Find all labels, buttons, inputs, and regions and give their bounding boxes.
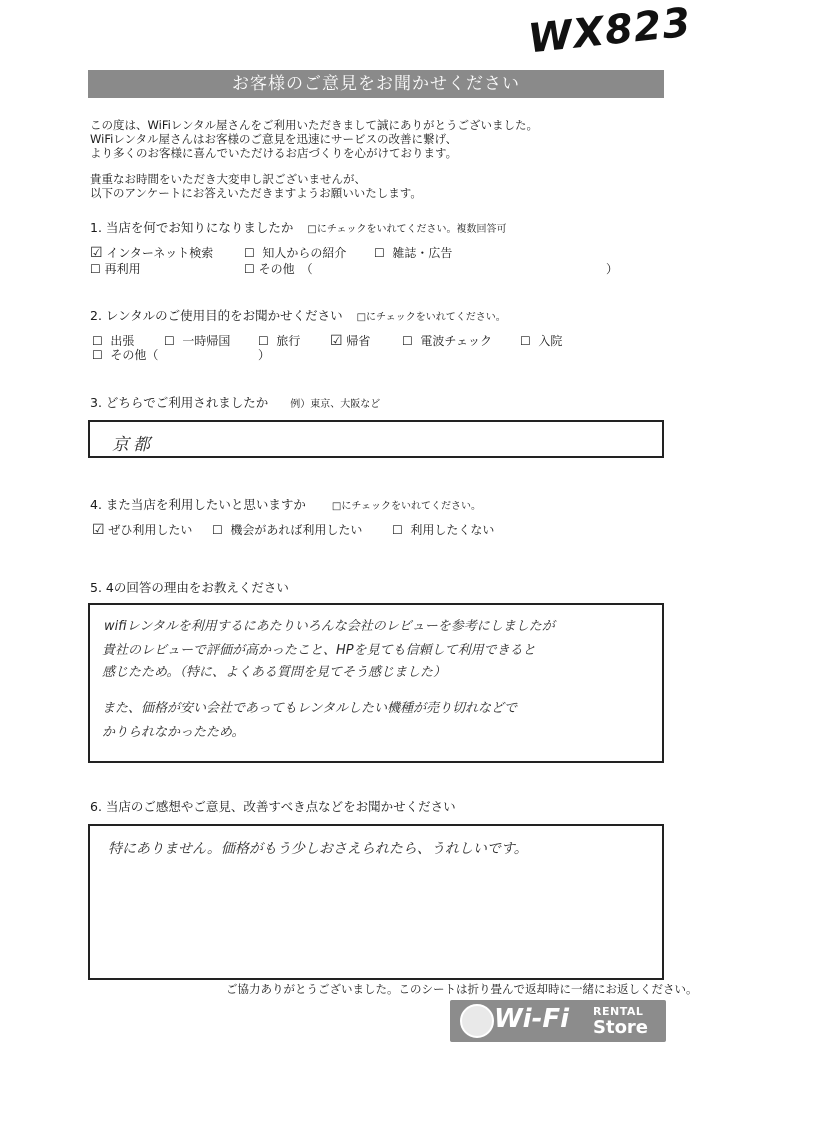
checkbox-icon: ☐ (244, 246, 255, 260)
intro-line-1: この度は、WiFiレンタル屋さんをご利用いただきまして誠にありがとうございました。 (90, 118, 539, 132)
question-5-label: 5. 4の回答の理由をお教えください (90, 580, 289, 595)
question-2-note: □にチェックをいれてください。 (356, 312, 506, 323)
q2-other-close-paren: ） (258, 348, 271, 362)
question-1 (90, 218, 507, 236)
intro-line-2: WiFiレンタル屋さんはお客様のご意見を迅速にサービスの改善に繋げ、 (90, 132, 458, 146)
intro-line-5: 以下のアンケートにお答えいただきますようお願いいたします。 (90, 186, 422, 200)
checkmark-icon: ☑ (330, 333, 343, 349)
checkbox-icon: ☐ (374, 246, 385, 260)
question-1-label: 1. 当店を何でお知りになりましたか (90, 220, 294, 235)
checkbox-icon: ☐ (520, 334, 531, 348)
wifi-rental-store-logo (450, 1000, 666, 1042)
mascot-icon (460, 1004, 494, 1038)
q1-option-referral[interactable]: ☐ 知人からの紹介 (244, 246, 347, 260)
checkbox-icon: ☐ (402, 334, 413, 348)
q4-option-definitely[interactable]: ☑ ぜひ利用したい (92, 522, 193, 538)
q2-option-other[interactable]: ☐ その他（ (92, 348, 159, 362)
question-4-label: 4. また当店を利用したいと思いますか (90, 497, 306, 512)
checkbox-icon: ☐ (212, 523, 223, 537)
q5-answer-line-4: また、価格が安い会社であってもレンタルしたい機種が売り切れなどで (102, 701, 518, 716)
checkbox-icon: ☐ (164, 334, 175, 348)
q4-option-not-again[interactable]: ☐ 利用したくない (392, 523, 495, 537)
question-5 (90, 578, 289, 596)
checkbox-icon: ☐ (92, 348, 103, 362)
intro-line-3: より多くのお客様に喜んでいただけるお店づくりを心がけております。 (90, 146, 458, 160)
q1-option-reuse[interactable]: ☐ 再利用 (90, 262, 141, 276)
q6-answer-text: 特にありません。価格がもう少しおさえられたら、うれしいです。 (108, 841, 528, 857)
q2-option-hospital[interactable]: ☐ 入院 (520, 334, 563, 348)
checkmark-icon: ☑ (90, 245, 103, 261)
survey-title: お客様のご意見をお聞かせください (88, 70, 664, 98)
q1-option-other[interactable]: ☐ その他 （ (244, 262, 313, 276)
q4-option-if-opportunity[interactable]: ☐ 機会があれば利用したい (212, 523, 363, 537)
q2-option-signal-check[interactable]: ☐ 電波チェック (402, 334, 493, 348)
checkbox-icon: ☐ (392, 523, 403, 537)
logo-store-text: Store (593, 1017, 649, 1038)
q3-answer-field[interactable] (88, 420, 664, 458)
q2-option-business-trip[interactable]: ☐ 出張 (92, 334, 135, 348)
checkbox-icon: ☐ (244, 262, 255, 276)
question-3 (90, 393, 380, 411)
q5-answer-line-5: かりられなかったため。 (102, 725, 245, 740)
q6-answer-field[interactable] (88, 824, 664, 980)
intro-line-4: 貴重なお時間をいただき大変申し訳ございませんが、 (90, 172, 366, 186)
q2-option-homecoming[interactable]: ☑ 帰省 (330, 333, 371, 349)
document-id: WX823 (526, 0, 694, 63)
checkbox-icon: ☐ (90, 262, 101, 276)
question-3-note: 例）東京、大阪など (290, 399, 381, 410)
q2-option-travel[interactable]: ☐ 旅行 (258, 334, 301, 348)
checkmark-icon: ☑ (92, 522, 105, 538)
logo-main-text: Wi-Fi (494, 1004, 570, 1034)
q2-option-temporary-return[interactable]: ☐ 一時帰国 (164, 334, 231, 348)
q1-other-close-paren: ） (606, 262, 619, 276)
q5-answer-line-1: wifiレンタルを利用するにあたりいろんな会社のレビューを参考にしましたが (104, 619, 555, 634)
checkbox-icon: ☐ (258, 334, 269, 348)
logo-rental-text: RENTAL (593, 1005, 644, 1018)
question-4-note: □にチェックをいれてください。 (331, 501, 482, 512)
question-1-note: □にチェックをいれてください。複数回答可 (307, 224, 507, 235)
question-2-label: 2. レンタルのご使用目的をお聞かせください (90, 308, 343, 323)
question-4 (90, 495, 481, 513)
q1-option-magazine[interactable]: ☐ 雑誌・広告 (374, 246, 453, 260)
q3-answer-text: 京都 (112, 435, 154, 455)
question-2 (90, 306, 506, 324)
q5-answer-field[interactable] (88, 603, 664, 763)
q5-answer-line-2: 貴社のレビューで評価が高かったこと、HPを見ても信頼して利用できると (102, 643, 536, 658)
checkbox-icon: ☐ (92, 334, 103, 348)
q5-answer-line-3: 感じたため。（特に、よくある質問を見てそう感じました） (102, 665, 446, 680)
question-6-label: 6. 当店のご感想やご意見、改善すべき点などをお聞かせください (90, 799, 456, 814)
question-6 (90, 797, 456, 815)
question-3-label: 3. どちらでご利用されましたか (90, 395, 269, 410)
q1-option-internet[interactable]: ☑ インターネット検索 (90, 245, 214, 261)
footer-note: ご協力ありがとうございました。このシートは折り畳んで返却時に一緒にお返しください。 (226, 982, 698, 996)
